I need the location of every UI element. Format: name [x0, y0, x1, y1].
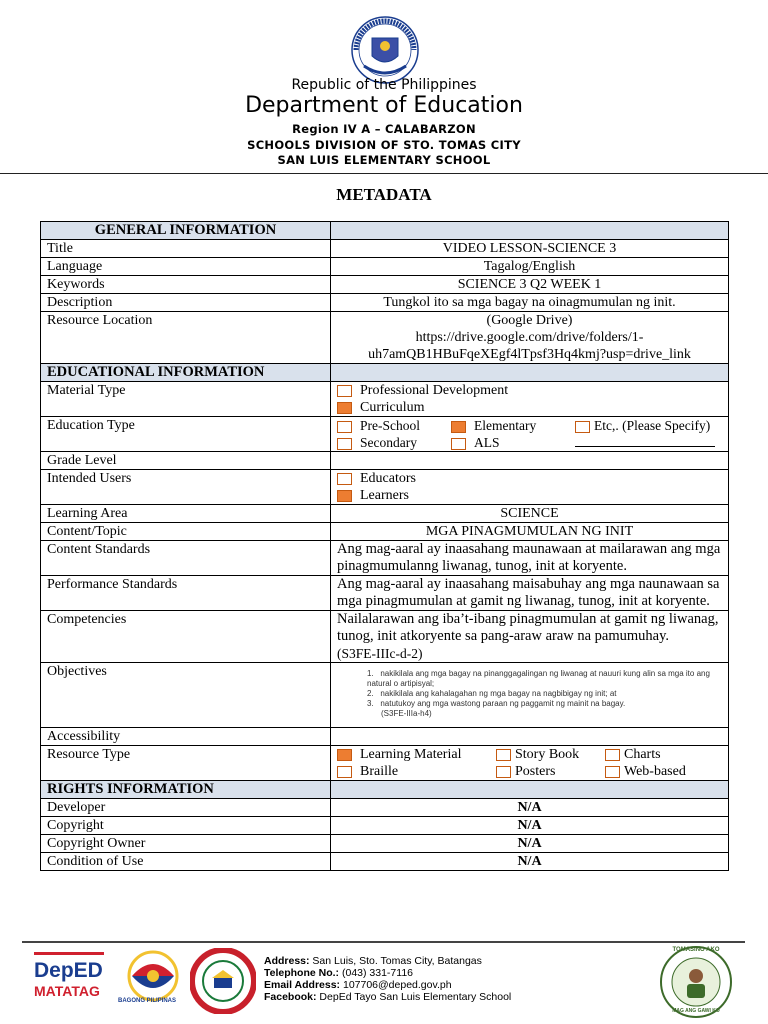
row-value: Nailalarawan ang iba’t-ibang pinagmumulan at gamit ng liwanag, tunog, init atkoryente sa pang-araw araw na pamumuhay.: [337, 611, 719, 644]
checkbox[interactable]: [496, 749, 511, 761]
objective-item: natutukoy ang mga wastong paraan ng paggamit ng mainit na bagay.: [380, 699, 626, 708]
row-value: SCIENCE 3 Q2 WEEK 1: [331, 276, 729, 294]
checkbox[interactable]: [337, 438, 352, 450]
intended-users-options: [331, 470, 729, 505]
table-row: [41, 382, 729, 417]
tomasino-ako-logo: [658, 944, 734, 1020]
bagong-pilipinas-text: BAGONG PILIPINAS: [118, 998, 177, 1004]
table-row: [41, 276, 729, 294]
checkbox-checked[interactable]: [337, 402, 352, 414]
row-value: MGA PINAGMUMULAN NG INIT: [331, 523, 729, 541]
checkbox[interactable]: [496, 766, 511, 778]
location-link[interactable]: https://drive.google.com/drive/folders/1-: [415, 330, 644, 345]
table-row: [41, 417, 729, 452]
option-label: Web-based: [624, 764, 686, 779]
checkbox[interactable]: [575, 421, 590, 433]
header-divider: [0, 173, 768, 174]
division-text: SCHOOLS DIVISION OF STO. TOMAS CITY: [247, 138, 521, 152]
row-value: Tungkol ito sa mga bagay na oinagmumulan ng init.: [331, 294, 729, 312]
option-label: Professional Development: [360, 383, 509, 398]
row-value: Tagalog/English: [331, 258, 729, 276]
checkbox[interactable]: [337, 385, 352, 397]
table-row: [41, 541, 729, 576]
row-label: Intended Users: [41, 470, 331, 505]
table-row: [41, 240, 729, 258]
email-value[interactable]: 107706@deped.gov.ph: [340, 979, 452, 991]
row-value: Ang mag-aaral ay inaasahang maunawaan at mailarawan ang mga pinagmumulanng liwanag, tunog, init at koryente.: [331, 541, 729, 576]
checkbox-checked[interactable]: [451, 421, 466, 433]
resource-type-options: [331, 746, 729, 781]
tomasino-ako-text: TOMASINO AKO: [672, 947, 720, 953]
section-general: GENERAL INFORMATION: [41, 222, 331, 240]
row-label: Title: [41, 240, 331, 258]
row-label: Accessibility: [41, 728, 331, 746]
objective-code: (S3FE-IIIa-h4): [381, 709, 432, 718]
row-value: SCIENCE: [331, 505, 729, 523]
table-row: [41, 505, 729, 523]
school-text: SAN LUIS ELEMENTARY SCHOOL: [277, 153, 491, 167]
row-value-empty: [331, 728, 729, 746]
option-label: Learning Material: [360, 747, 462, 762]
address-label: Address:: [264, 955, 310, 967]
table-row: [41, 312, 729, 364]
row-value: N/A: [331, 853, 729, 871]
row-label: Condition of Use: [41, 853, 331, 871]
checkbox[interactable]: [337, 766, 352, 778]
option-label: Educators: [360, 471, 416, 486]
row-label: Resource Type: [41, 746, 331, 781]
objective-item: nakikilala ang kahalagahan ng mga bagay na nagbibigay ng init; at: [380, 689, 617, 698]
table-row: [41, 746, 729, 781]
row-label: Education Type: [41, 417, 331, 452]
table-row: [41, 294, 729, 312]
row-label: Content/Topic: [41, 523, 331, 541]
row-label: Material Type: [41, 382, 331, 417]
address-value: San Luis, Sto. Tomas City, Batangas: [309, 955, 482, 967]
row-label: Language: [41, 258, 331, 276]
row-label: Performance Standards: [41, 576, 331, 611]
checkbox-checked[interactable]: [337, 749, 352, 761]
competencies-value: [331, 611, 729, 663]
table-row: [41, 817, 729, 835]
option-label: Learners: [360, 488, 409, 503]
material-type-options: [331, 382, 729, 417]
option-label: Etc,. (Please Specify): [594, 418, 711, 433]
table-row: [41, 853, 729, 871]
checkbox[interactable]: [337, 421, 352, 433]
region-text: Region IV A – CALABARZON: [292, 122, 476, 136]
deped-seal-logo: [350, 16, 420, 84]
footer-divider: [22, 941, 745, 943]
option-label: Braille: [360, 764, 399, 779]
row-label: Grade Level: [41, 452, 331, 470]
checkbox[interactable]: [337, 473, 352, 485]
republic-text: Republic of the Philippines: [291, 77, 477, 93]
option-label: Charts: [624, 747, 661, 762]
row-label: Resource Location: [41, 312, 331, 364]
checkbox[interactable]: [605, 749, 620, 761]
specify-line[interactable]: [575, 434, 715, 447]
table-row: [41, 799, 729, 817]
row-value: N/A: [331, 835, 729, 853]
location-link[interactable]: uh7amQB1HBuFqeXEgf4lTpsf3Hq4kmj?usp=drive_link: [368, 347, 691, 362]
table-row: [41, 611, 729, 663]
department-title: Department of Education: [245, 93, 523, 118]
option-label: ALS: [474, 435, 500, 450]
phone-value: (043) 331-7116: [339, 967, 414, 979]
tomasino-ako-subtext: MAG ANG GAWI KO: [672, 1008, 720, 1014]
section-header: [41, 222, 729, 240]
row-label: Learning Area: [41, 505, 331, 523]
row-label: Copyright: [41, 817, 331, 835]
resource-location-value: [331, 312, 729, 364]
row-value: VIDEO LESSON-SCIENCE 3: [331, 240, 729, 258]
checkbox[interactable]: [605, 766, 620, 778]
option-label: Secondary: [360, 435, 417, 450]
table-row: [41, 835, 729, 853]
option-label: Curriculum: [360, 400, 425, 415]
table-row: [41, 728, 729, 746]
table-row: [41, 470, 729, 505]
page-title: METADATA: [336, 185, 432, 204]
school-seal-logo: [190, 948, 256, 1014]
objectives-list: 1. nakikilala ang mga bagay na pinanggagalingan ng liwanag at nauuri kung alin sa mga ito ang natural o artipisyal; 2. nakikilala ang kahalagahan ng mga bagay na nagbibigay ng init; at 3. natutukoy ang mga wastong paraan ng paggamit ng mainit na bagay. (S3FE-IIIa-h4): [337, 663, 722, 725]
row-label: Description: [41, 294, 331, 312]
deped-matatag-logo: [34, 952, 114, 1007]
email-label: Email Address:: [264, 979, 341, 991]
facebook-value[interactable]: DepEd Tayo San Luis Elementary School: [316, 991, 512, 1003]
section-header: [41, 364, 729, 382]
table-row: [41, 523, 729, 541]
row-label: Competencies: [41, 611, 331, 663]
objectives-value: [331, 663, 729, 728]
row-label: Objectives: [41, 663, 331, 728]
row-value: N/A: [331, 817, 729, 835]
row-label: Keywords: [41, 276, 331, 294]
row-value-empty: [331, 452, 729, 470]
row-value: Ang mag-aaral ay inaasahang maisabuhay ang mga naunawaan sa mga pinagmumulan at gamit ng liwanag, tunog, init at koryente.: [331, 576, 729, 611]
row-label: Copyright Owner: [41, 835, 331, 853]
option-label: Pre-School: [360, 418, 420, 433]
deped-logo-text: DepED: [34, 959, 103, 982]
education-type-options: [331, 417, 729, 452]
location-line: (Google Drive): [486, 313, 573, 328]
option-label: Posters: [515, 764, 556, 779]
option-label: Elementary: [474, 418, 537, 433]
table-row: [41, 576, 729, 611]
phone-label: Telephone No.:: [264, 967, 340, 979]
checkbox[interactable]: [451, 438, 466, 450]
footer-contact: [264, 955, 511, 1003]
table-row: [41, 663, 729, 728]
row-label: Content Standards: [41, 541, 331, 576]
table-row: [41, 258, 729, 276]
row-value: N/A: [331, 799, 729, 817]
competency-code: (S3FE-IIIc-d-2): [337, 646, 423, 661]
option-label: Story Book: [515, 747, 580, 762]
row-label: Developer: [41, 799, 331, 817]
checkbox-checked[interactable]: [337, 490, 352, 502]
facebook-label: Facebook:: [264, 991, 317, 1003]
section-header: [41, 781, 729, 799]
objective-item: nakikilala ang mga bagay na pinanggagalingan ng liwanag at nauuri kung alin sa mga ito ang natural o artipisyal;: [367, 669, 710, 688]
matatag-logo-text: MATATAG: [34, 983, 100, 999]
table-row: [41, 452, 729, 470]
section-educational: EDUCATIONAL INFORMATION: [41, 364, 331, 382]
section-rights: RIGHTS INFORMATION: [41, 781, 331, 799]
metadata-table: [40, 221, 729, 871]
